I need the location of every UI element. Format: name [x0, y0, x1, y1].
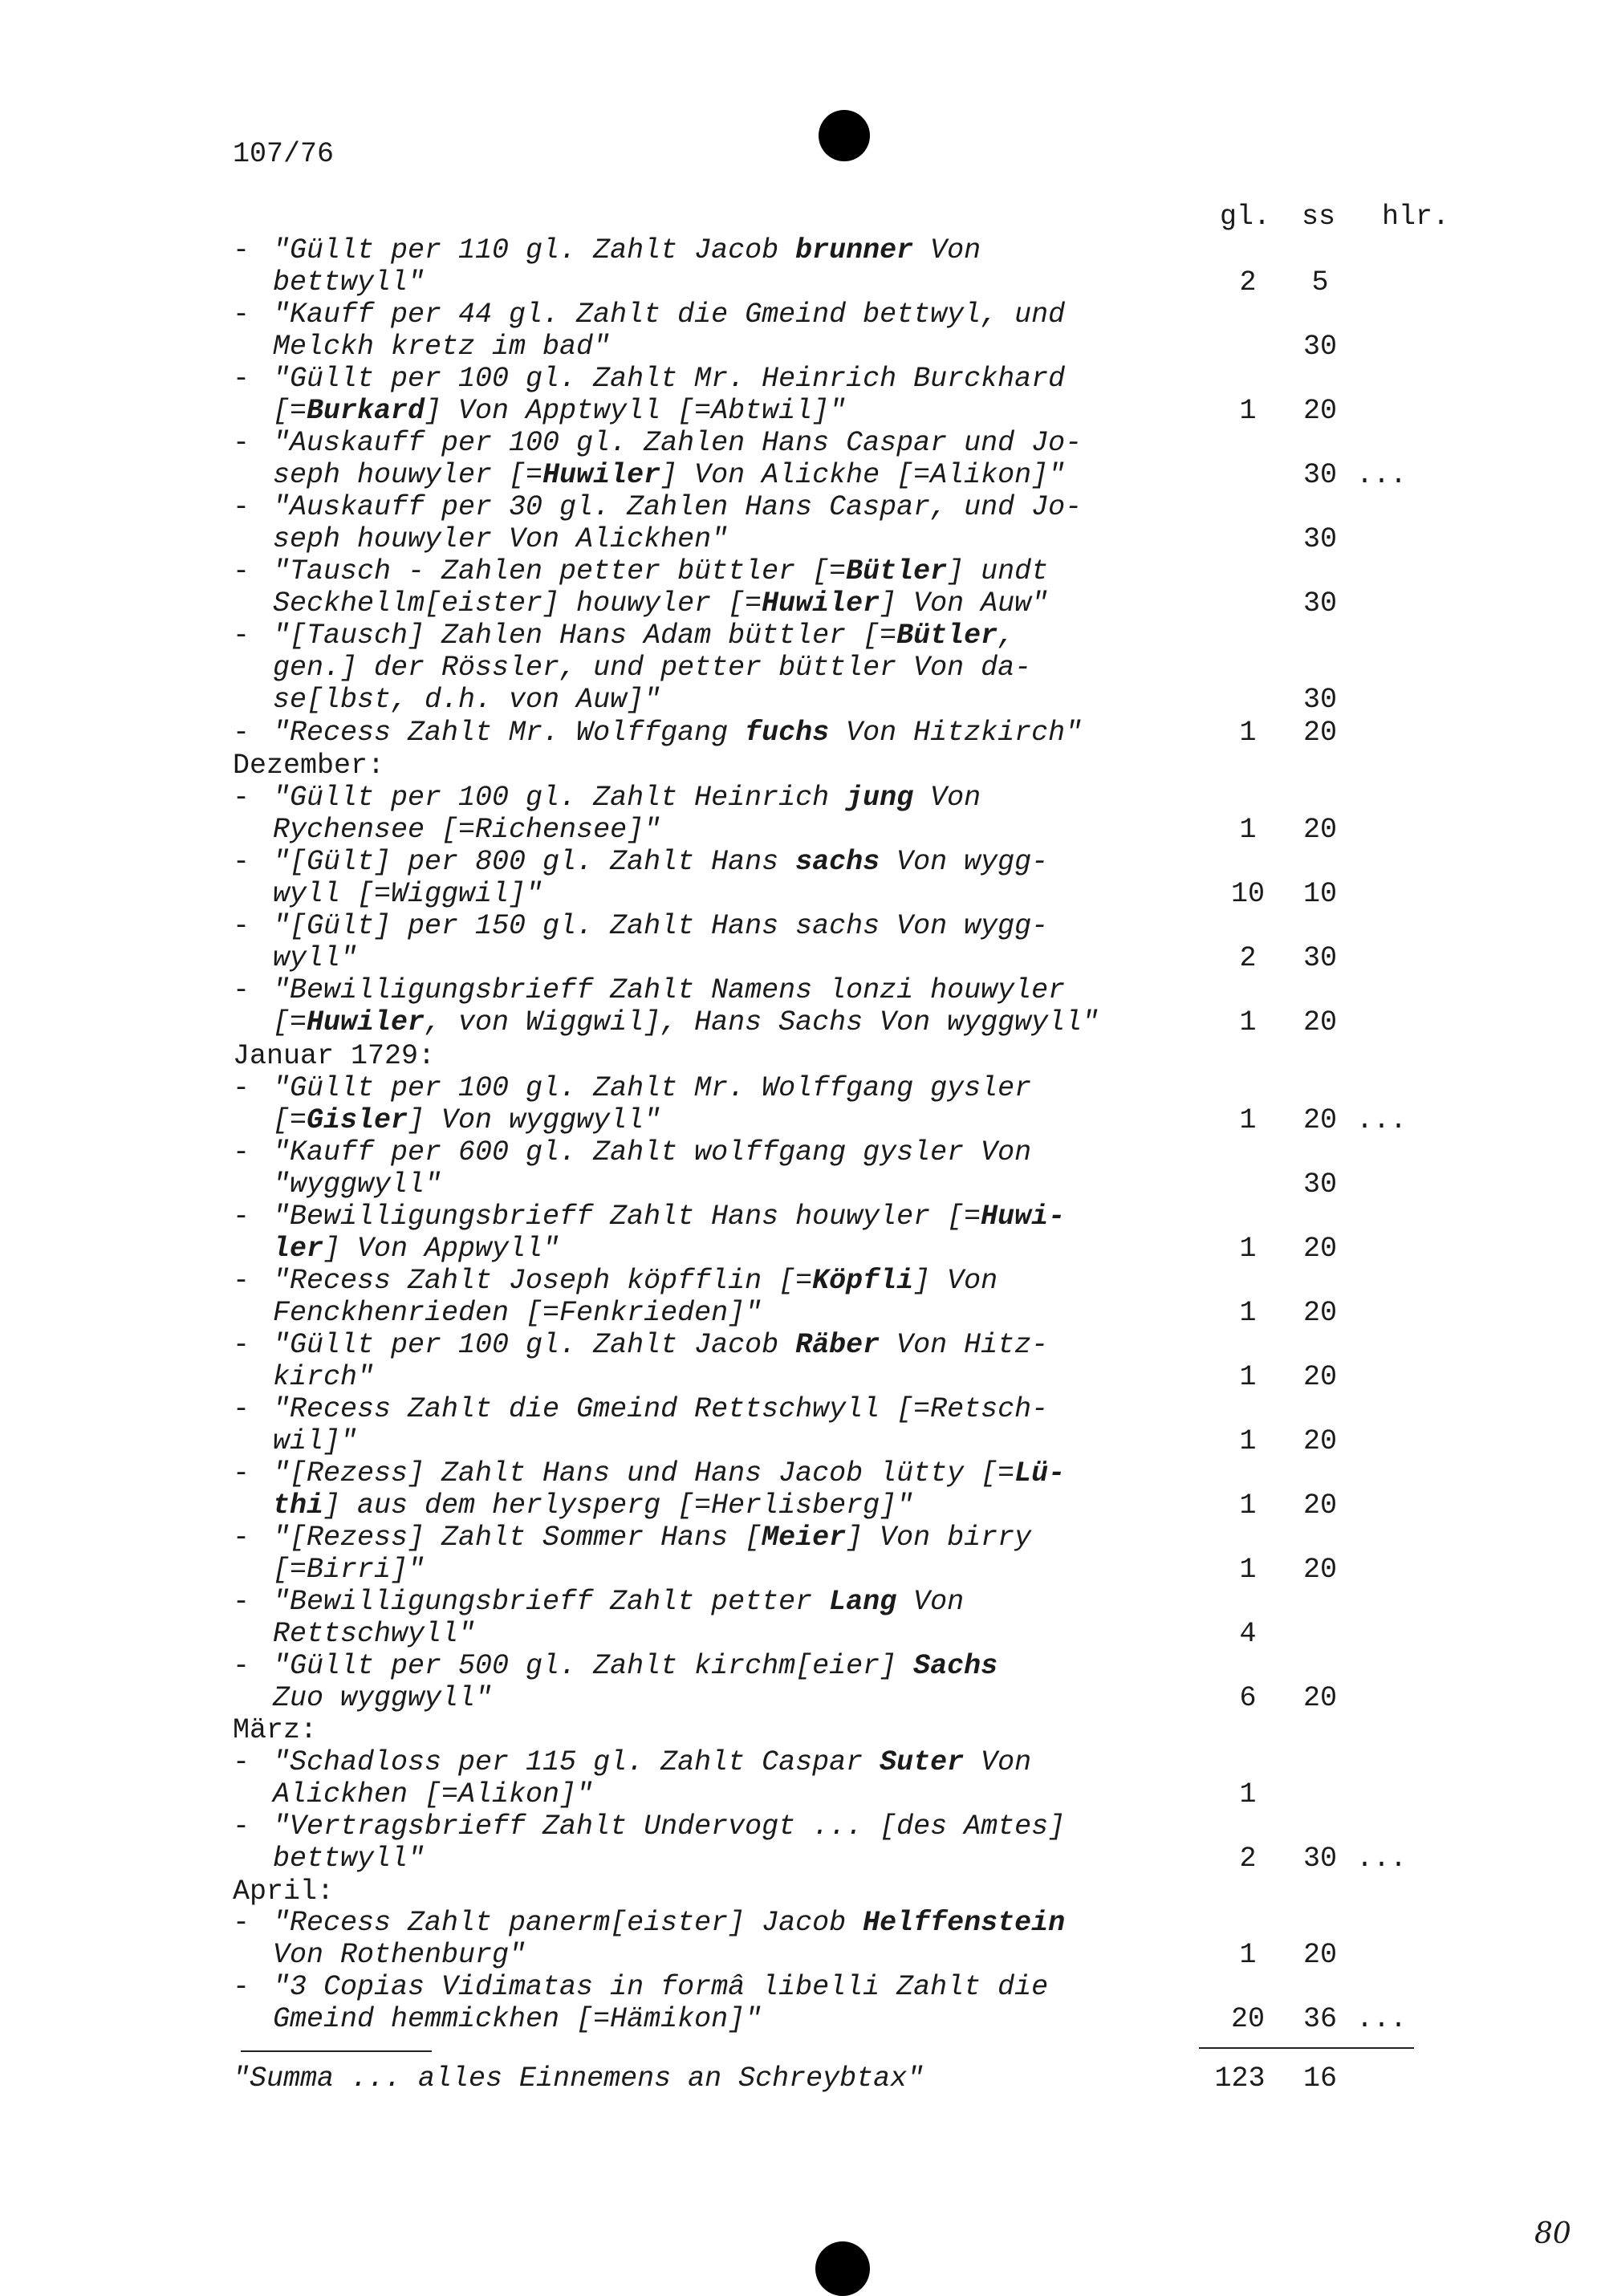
amount-gl: 1 [1239, 1297, 1257, 1329]
entry-line-1 [273, 1329, 1048, 1361]
entry-line-2 [273, 1843, 425, 1875]
amount-ss: 5 [1311, 266, 1329, 299]
entry-dash: - [233, 1265, 250, 1297]
entry-text: "3 Copias Vidimatas in formâ libelli Zahlt die [273, 1971, 1049, 2003]
entry-line-2 [273, 266, 425, 299]
entry-dash: - [233, 1329, 250, 1361]
heading-maerz: März: [233, 1714, 318, 1746]
entry-text: Fenckhenrieden [=Fenkrieden]" [273, 1297, 762, 1329]
entry-text: ] undt [947, 555, 1049, 587]
entry-name-bold: thi [273, 1489, 324, 1522]
entry-text: Rettschwyll" [273, 1618, 476, 1650]
entry-text: Zuo wyggwyll" [273, 1682, 493, 1714]
entry-line-1 [273, 427, 1082, 459]
entry-text: ] Von Alickhe [=Alikon]" [660, 459, 1066, 491]
entry-text: wyll" [273, 942, 358, 974]
amount-ss: 30 [1302, 942, 1337, 974]
amount-gl: 1 [1239, 1425, 1257, 1457]
entry-text: "Güllt per 100 gl. Zahlt Mr. Heinrich Burckhard [273, 363, 1066, 395]
entry-name-bold: Sachs [913, 1650, 998, 1682]
entry-line-2 [273, 587, 1048, 620]
amount-ss: 20 [1302, 1489, 1337, 1522]
entry-text: gen.] der Rössler, und petter büttler Von da- [273, 652, 1032, 684]
entry-name-bold: Suter [880, 1746, 965, 1778]
entry-name-bold: ler [273, 1233, 324, 1265]
entry-text: , von Wiggwil], Hans Sachs Von wyggwyll" [425, 1006, 1099, 1038]
entry-line-1 [273, 1265, 998, 1297]
entry-dash: - [233, 974, 250, 1006]
amount-ss: 30 [1302, 331, 1337, 363]
punch-hole-top [819, 110, 870, 161]
amount-ss: 20 [1302, 717, 1337, 749]
entry-line-1 [273, 1136, 1031, 1168]
entry-name-bold: Huwiler [307, 1006, 425, 1038]
amount-gl: 1 [1239, 1778, 1257, 1810]
amount-ss: 20 [1302, 395, 1337, 427]
entry-name-bold: Lang [829, 1586, 897, 1618]
entry-line-2 [273, 942, 357, 974]
heading-april: April: [233, 1875, 335, 1908]
entry-dash: - [233, 1393, 250, 1425]
entry-dash: - [233, 1457, 250, 1489]
entry-text: Von [964, 1746, 1032, 1778]
entry-text: "Kauff per 600 gl. Zahlt wolffgang gysler Von [273, 1136, 1032, 1168]
amount-gl: 1 [1239, 1489, 1257, 1522]
page-number: 80 [1534, 2217, 1571, 2250]
entry-dash: - [233, 620, 250, 652]
amount-ss: 36 [1302, 2003, 1337, 2035]
entry-line-2 [273, 1006, 1099, 1038]
entry-dash: - [233, 1072, 250, 1104]
entry-text: "Vertragsbrieff Zahlt Undervogt ... [des Amtes] [273, 1810, 1066, 1843]
amount-gl: 2 [1239, 942, 1257, 974]
entry-dash: - [233, 1650, 250, 1682]
entry-text: kirch" [273, 1361, 375, 1393]
amount-ss: 20 [1302, 1554, 1337, 1586]
entry-dash: - [233, 1586, 250, 1618]
entry-line-2 [273, 1554, 425, 1586]
entry-text: [= [273, 1006, 307, 1038]
amount-gl: 6 [1239, 1682, 1257, 1714]
entry-line-1 [273, 910, 1048, 942]
entry-name-bold: Helffenstein [863, 1907, 1066, 1939]
entry-line-1 [273, 1393, 1048, 1425]
amount-gl: 4 [1239, 1618, 1257, 1650]
entry-dash: - [233, 1907, 250, 1939]
entry-text: , [998, 620, 1015, 652]
entry-line-2 [273, 814, 660, 846]
entry-line-1 [273, 620, 1014, 652]
entry-text: "Güllt per 100 gl. Zahlt Jacob [273, 1329, 796, 1361]
entry-text: "Recess Zahlt Mr. Wolffgang [273, 717, 746, 749]
entry-name-bold: Huwi- [981, 1201, 1066, 1233]
entry-line-1 [273, 1971, 1048, 2003]
ellipsis-mark: ... [1356, 1843, 1408, 1875]
entry-line-2 [273, 2003, 762, 2035]
entry-text: "Recess Zahlt die Gmeind Rettschwyll [=Retsch- [273, 1393, 1049, 1425]
amount-ss: 30 [1302, 684, 1337, 716]
entry-line-3 [273, 684, 660, 716]
entry-text: Rychensee [=Richensee]" [273, 814, 661, 846]
entry-name-bold: Räber [795, 1329, 880, 1361]
column-header-gl: gl. [1220, 201, 1271, 233]
entry-line-2 [273, 1297, 762, 1329]
amount-ss: 20 [1302, 1361, 1337, 1393]
amount-ss: 20 [1302, 1939, 1337, 1971]
entry-text: ] Von Auw" [880, 587, 1049, 620]
amount-ss: 30 [1302, 1843, 1337, 1875]
entry-text: "Bewilligungsbrieff Zahlt Namens lonzi houwyler [273, 974, 1066, 1006]
amount-ss: 30 [1302, 523, 1337, 555]
entry-text: Von [913, 782, 981, 814]
amount-ss: 20 [1302, 1425, 1337, 1457]
entry-text: seph houwyler Von Alickhen" [273, 523, 729, 555]
entry-text: "[Rezess] Zahlt Hans und Hans Jacob lütty [= [273, 1457, 1015, 1489]
total-label: "Summa ... alles Einnemens an Schreybtax" [233, 2062, 924, 2095]
entry-text: seph houwyler [= [273, 459, 543, 491]
entry-line-2 [273, 1425, 357, 1457]
entry-text: Von Hitz- [880, 1329, 1049, 1361]
heading-januar: Januar 1729: [233, 1040, 436, 1072]
ellipsis-mark: ... [1356, 2003, 1408, 2035]
entry-text: Von wygg- [880, 846, 1049, 878]
amount-gl: 2 [1239, 266, 1257, 299]
entry-line-2 [273, 1778, 593, 1810]
amount-gl: 10 [1230, 878, 1265, 910]
entry-text: "Bewilligungsbrieff Zahlt petter [273, 1586, 830, 1618]
entry-text: se[lbst, d.h. von Auw]" [273, 684, 661, 716]
entry-line-1 [273, 363, 1065, 395]
entry-dash: - [233, 427, 250, 459]
amount-ss: 20 [1302, 1233, 1337, 1265]
entry-name-bold: Huwiler [542, 459, 661, 491]
entry-dash: - [233, 1971, 250, 2003]
entry-line-1 [273, 1201, 1065, 1233]
entry-line-2 [273, 459, 1065, 491]
entry-text: wil]" [273, 1425, 358, 1457]
entry-line-1 [273, 974, 1065, 1006]
entry-line-2 [273, 652, 1031, 684]
entry-dash: - [233, 1136, 250, 1168]
entry-text: ] Von birry [846, 1522, 1032, 1554]
entry-line-2 [273, 878, 542, 910]
entry-text: "Auskauff per 30 gl. Zahlen Hans Caspar, und Jo- [273, 491, 1083, 523]
entry-text: ] Von Appwyll" [323, 1233, 560, 1265]
amount-ss: 20 [1302, 814, 1337, 846]
entry-text: Von [896, 1586, 965, 1618]
entry-name-bold: Gisler [307, 1104, 408, 1136]
total-ss: 16 [1302, 2062, 1337, 2095]
amount-gl: 1 [1239, 395, 1257, 427]
entry-name-bold: Köpfli [812, 1265, 914, 1297]
entry-text: Von Rothenburg" [273, 1939, 526, 1971]
entry-dash: - [233, 299, 250, 331]
entry-line-1 [273, 234, 981, 266]
entry-text: Von [913, 234, 981, 266]
entry-line-2 [273, 1618, 475, 1650]
entry-line-1 [273, 1457, 1065, 1489]
entry-text: Melckh kretz im bad" [273, 331, 611, 363]
amount-ss: 20 [1302, 1006, 1337, 1038]
amount-ss: 30 [1302, 587, 1337, 620]
column-header-hlr: hlr. [1382, 201, 1450, 233]
entry-text: "Auskauff per 100 gl. Zahlen Hans Caspar und Jo- [273, 427, 1083, 459]
punch-hole-bottom [815, 2241, 870, 2296]
amount-ss: 20 [1302, 1682, 1337, 1714]
entry-text: bettwyll" [273, 266, 425, 299]
total-gl: 123 [1214, 2062, 1266, 2095]
entry-line-2 [273, 1233, 559, 1265]
entry-text: wyll [=Wiggwil]" [273, 878, 543, 910]
entry-text: "Recess Zahlt Joseph köpfflin [= [273, 1265, 813, 1297]
entry-line-2 [273, 1939, 526, 1971]
heading-dezember: Dezember: [233, 750, 385, 782]
amount-gl: 2 [1239, 1843, 1257, 1875]
entry-line-1 [273, 1522, 1031, 1554]
entry-line-1 [273, 782, 981, 814]
entry-name-bold: Lü- [1014, 1457, 1066, 1489]
left-rule [241, 2050, 432, 2052]
entry-line-1 [273, 299, 1065, 331]
entry-text: bettwyll" [273, 1843, 425, 1875]
entry-text: ] aus dem herlysperg [=Herlisberg]" [323, 1489, 914, 1522]
amount-gl: 1 [1239, 1233, 1257, 1265]
entry-line-1 [273, 1810, 1065, 1843]
entry-line-1 [273, 491, 1082, 523]
entry-text: "[Gült] per 150 gl. Zahlt Hans sachs Von wygg- [273, 910, 1049, 942]
entry-line-1 [273, 717, 1082, 749]
entry-dash: - [233, 1746, 250, 1778]
entry-dash: - [233, 910, 250, 942]
ellipsis-mark: ... [1356, 1104, 1408, 1136]
entry-text: "Güllt per 110 gl. Zahlt Jacob [273, 234, 796, 266]
entry-dash: - [233, 846, 250, 878]
entry-name-bold: Meier [762, 1522, 847, 1554]
entry-line-2 [273, 523, 728, 555]
document-reference: 107/76 [233, 138, 335, 170]
entry-text: "[Rezess] Zahlt Sommer Hans [ [273, 1522, 762, 1554]
entry-line-1 [273, 555, 1048, 587]
amount-ss: 20 [1302, 1104, 1337, 1136]
amount-ss: 20 [1302, 1297, 1337, 1329]
amount-ss: 10 [1302, 878, 1337, 910]
ellipsis-mark: ... [1356, 459, 1408, 491]
amount-gl: 20 [1230, 2003, 1265, 2035]
entry-text: "Schadloss per 115 gl. Zahlt Caspar [273, 1746, 880, 1778]
entry-dash: - [233, 1810, 250, 1843]
amount-gl: 1 [1239, 717, 1257, 749]
entry-name-bold: Bütler [896, 620, 998, 652]
amount-gl: 1 [1239, 814, 1257, 846]
entry-text: "Recess Zahlt panerm[eister] Jacob [273, 1907, 863, 1939]
entry-text: "[Tausch] Zahlen Hans Adam büttler [= [273, 620, 897, 652]
entry-text: "Güllt per 100 gl. Zahlt Mr. Wolffgang gysler [273, 1072, 1032, 1104]
entry-line-1 [273, 1907, 1065, 1939]
entry-line-1 [273, 1586, 964, 1618]
entry-name-bold: fuchs [745, 717, 830, 749]
amount-gl: 1 [1239, 1554, 1257, 1586]
column-header-ss: ss [1302, 201, 1336, 233]
entry-line-2 [273, 1489, 913, 1522]
entry-text: "[Gült] per 800 gl. Zahlt Hans [273, 846, 796, 878]
entry-text: Von Hitzkirch" [829, 717, 1083, 749]
entry-name-bold: brunner [795, 234, 914, 266]
entry-line-1 [273, 1650, 998, 1682]
entry-text: Gmeind hemmickhen [=Hämikon]" [273, 2003, 762, 2035]
amount-ss: 30 [1302, 459, 1337, 491]
entry-name-bold: jung [846, 782, 914, 814]
entry-line-1 [273, 1746, 1031, 1778]
entry-text: ] Von wyggwyll" [408, 1104, 661, 1136]
entry-line-1 [273, 846, 1048, 878]
entry-line-2 [273, 1361, 374, 1393]
entry-line-2 [273, 395, 846, 427]
entry-text: "wyggwyll" [273, 1168, 442, 1201]
entry-text: Seckhellm[eister] houwyler [= [273, 587, 762, 620]
entry-dash: - [233, 491, 250, 523]
entry-text: "Kauff per 44 gl. Zahlt die Gmeind bettwyl, und [273, 299, 1066, 331]
amount-gl: 1 [1239, 1006, 1257, 1038]
entry-name-bold: Bütler [846, 555, 948, 587]
entry-dash: - [233, 1201, 250, 1233]
entry-line-2 [273, 1682, 492, 1714]
entry-text: Alickhen [=Alikon]" [273, 1778, 594, 1810]
entry-line-2 [273, 1168, 441, 1201]
entry-name-bold: Burkard [307, 395, 425, 427]
entry-dash: - [233, 717, 250, 749]
entry-text: [=Birri]" [273, 1554, 425, 1586]
amount-gl: 1 [1239, 1939, 1257, 1971]
entry-line-2 [273, 1104, 660, 1136]
entry-name-bold: sachs [795, 846, 880, 878]
amount-ss: 30 [1302, 1168, 1337, 1201]
amount-gl: 1 [1239, 1104, 1257, 1136]
amount-gl: 1 [1239, 1361, 1257, 1393]
entry-dash: - [233, 1522, 250, 1554]
entry-text: "Güllt per 100 gl. Zahlt Heinrich [273, 782, 847, 814]
entry-text: ] Von [913, 1265, 998, 1297]
entry-text: "Güllt per 500 gl. Zahlt kirchm[eier] [273, 1650, 914, 1682]
entry-text: "Bewilligungsbrieff Zahlt Hans houwyler [= [273, 1201, 981, 1233]
entry-line-2 [273, 331, 610, 363]
entry-text: ] Von Apptwyll [=Abtwil]" [425, 395, 847, 427]
entry-dash: - [233, 363, 250, 395]
sum-rule [1199, 2047, 1414, 2049]
entry-name-bold: Huwiler [762, 587, 880, 620]
entry-dash: - [233, 234, 250, 266]
entry-text: "Tausch - Zahlen petter büttler [= [273, 555, 847, 587]
entry-text: [= [273, 1104, 307, 1136]
entry-text: [= [273, 395, 307, 427]
entry-dash: - [233, 555, 250, 587]
entry-line-1 [273, 1072, 1031, 1104]
entry-dash: - [233, 782, 250, 814]
